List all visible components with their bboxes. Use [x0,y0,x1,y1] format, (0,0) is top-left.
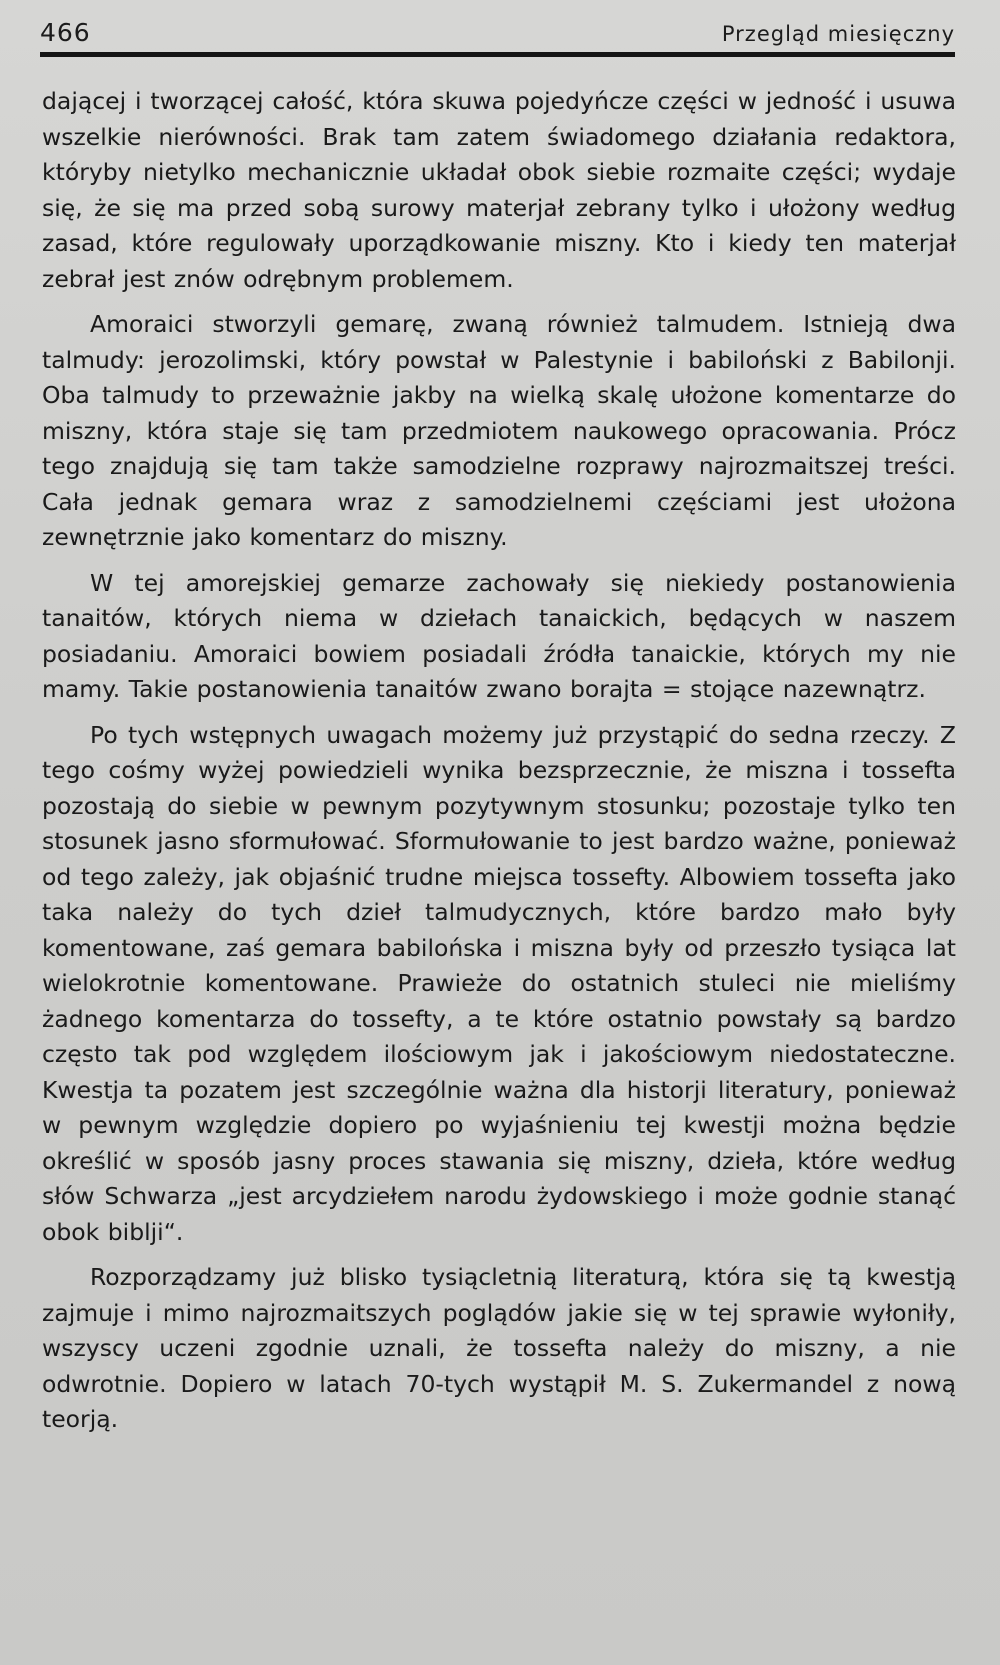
running-title: Przegląd miesięczny [721,22,955,46]
body-text [42,84,956,1448]
paragraph-2: Amoraici stworzyli gemarę, zwaną również talmudem. Istnieją dwa talmudy: jerozolimski, który powstał w Palestynie i babiloński z Babilonji. Oba talmudy to przeważnie jakby na wielką skalę ułożone komentarze do miszny, która staje się tam przedmiotem naukowego opracowania. Prócz tego znajdują się tam także samodzielne rozprawy najrozmaitszej treści. Cała jednak gemara wraz z samodzielnemi częściami jest ułożona zewnętrznie jako komentarz do miszny. [42,310,956,551]
paragraph-5: Rozporządzamy już blisko tysiącletnią literaturą, która się tą kwestją zajmuje i mimo najrozmaitszych poglądów jakie się w tej sprawie wyłoniły, wszyscy uczeni zgodnie uznali, że tossefta należy do miszny, a nie odwrotnie. Dopiero w latach 70-tych wystąpił M. S. Zukermandel z nową teorją. [42,1263,956,1433]
paragraph-4: Po tych wstępnych uwagach możemy już przystąpić do sedna rzeczy. Z tego cośmy wyżej powiedzieli wynika bezsprzecznie, że miszna i tossefta pozostają do siebie w pewnym pozytywnym stosunku; pozostaje tylko ten stosunek jasno sformułować. Sformułowanie to jest bardzo ważne, ponieważ od tego zależy, jak objaśnić trudne miejsca tossefty. Albowiem tossefta jako taka należy do tych dzieł talmudycznych, które bardzo mało były komentowane, zaś gemara babilońska i miszna były od przeszło tysiąca lat wielokrotnie komentowane. Prawieże do ostatnich stuleci nie mieliśmy żadnego komentarza do tossefty, a te które ostatnio powstały są bardzo często tak pod względem ilościowym jak i jakościowym niedostateczne. Kwestja ta pozatem jest szczególnie ważna dla historji literatury, ponieważ w pewnym względzie dopiero po wyjaśnieniu tej kwestji można będzie określić w sposób jasny proces stawania się miszny, dzieła, które według słów Schwarza „jest arcydziełem narodu żydowskiego i może godnie stanąć obok biblji“. [42,720,956,1246]
page-number: 466 [40,18,91,47]
paragraph-1: dającej i tworzącej całość, która skuwa pojedyńcze części w jedność i usuwa wszelkie nierówności. Brak tam zatem świadomego działania redaktora, któryby nietylko mechanicznie układał obok siebie rozmaite części; wydaje się, że się ma przed sobą surowy materjał zebrany tylko i ułożony według zasad, które regulowały uporządkowanie miszny. Kto i kiedy ten materjał zebrał jest znów odrębnym problemem. [42,87,956,293]
paragraph-3: W tej amorejskiej gemarze zachowały się niekiedy postanowienia tanaitów, których niema w dziełach tanaickich, będących w naszem posiadaniu. Amoraici bowiem posiadali źródła tanaickie, których my nie mamy. Takie postanowienia tanaitów zwano borajta = stojące nazewnątrz. [42,568,956,703]
header-rule [40,52,955,57]
